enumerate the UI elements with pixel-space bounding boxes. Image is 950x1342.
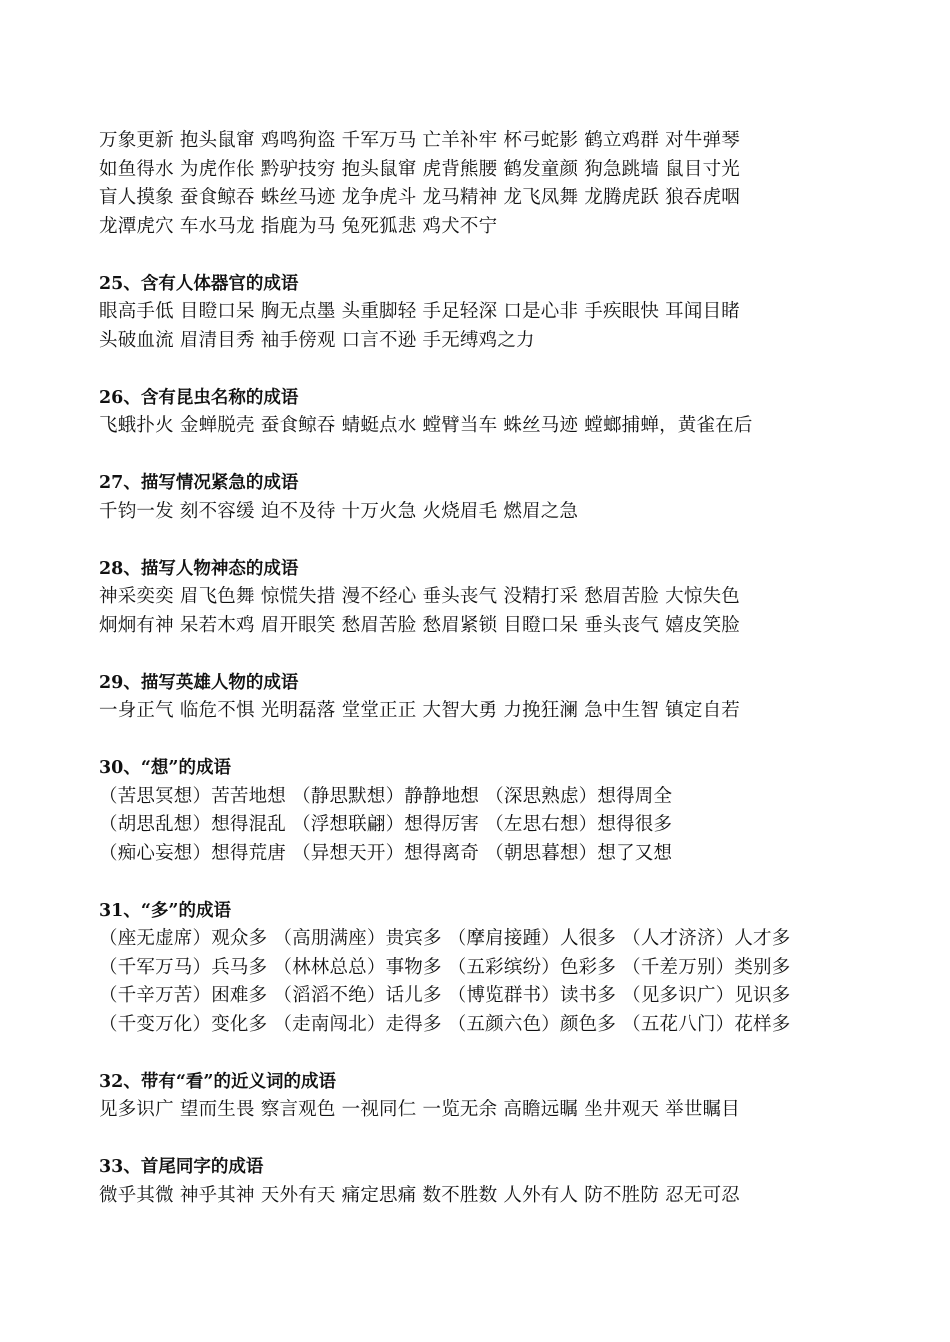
idiom-line: （千变万化）变化多 （走南闯北）走得多 （五颜六色）颜色多 （五花八门）花样多: [99, 1013, 791, 1035]
idiom-line: 千钧一发 刻不容缓 迫不及待 十万火急 火烧眉毛 燃眉之急: [99, 500, 579, 522]
section-title: 25、含有人体器官的成语: [99, 273, 299, 294]
section-30: [99, 754, 859, 868]
idiom-line: 飞蛾扑火 金蝉脱壳 蚕食鲸吞 蜻蜓点水 螳臂当车 蛛丝马迹 螳螂捕蝉，黄雀在后: [99, 415, 753, 436]
section-title: 33、首尾同字的成语: [99, 1157, 264, 1177]
idiom-line: 龙潭虎穴 车水马龙 指鹿为马 兔死狐悲 鸡犬不宁: [99, 215, 498, 237]
section-title: 30、“想”的成语: [99, 758, 231, 778]
idiom-line: 见多识广 望而生畏 察言观色 一视同仁 一览无余 高瞻远瞩 坐井观天 举世瞩目: [99, 1099, 740, 1120]
spacer: [99, 1125, 859, 1154]
intro-block: [99, 127, 859, 241]
idiom-line: （座无虚席）观众多 （高朋满座）贵宾多 （摩肩接踵）人很多 （人才济济）人才多: [99, 928, 791, 949]
idiom-line: 眼高手低 目瞪口呆 胸无点墨 头重脚轻 手足轻深 口是心非 手疾眼快 耳闻目睹: [99, 301, 740, 322]
idiom-line: （胡思乱想）想得混乱 （浮想联翩）想得厉害 （左思右想）想得很多: [99, 814, 673, 835]
idiom-line: 神采奕奕 眉飞色舞 惊慌失措 漫不经心 垂头丧气 没精打采 愁眉苦脸 大惊失色: [99, 586, 740, 607]
idiom-line: （苦思冥想）苦苦地想 （静思默想）静静地想 （深思熟虑）想得周全: [99, 785, 673, 807]
spacer: [99, 526, 859, 555]
section-title: 31、“多”的成语: [99, 900, 231, 921]
section-title: 28、描写人物神态的成语: [99, 558, 299, 579]
spacer: [99, 241, 859, 270]
section-title: 26、含有昆虫名称的成语: [99, 387, 299, 408]
section-25: [99, 270, 859, 356]
section-27: [99, 469, 859, 526]
spacer: [99, 640, 859, 669]
idiom-line: （痴心妄想）想得荒唐 （异想天开）想得离奇 （朝思暮想）想了又想: [99, 842, 673, 864]
section-28: [99, 555, 859, 641]
spacer: [99, 868, 859, 897]
idiom-line: 头破血流 眉清目秀 袖手傍观 口言不逊 手无缚鸡之力: [99, 329, 535, 351]
idiom-line: 一身正气 临危不惧 光明磊落 堂堂正正 大智大勇 力挽狂澜 急中生智 镇定自若: [99, 700, 740, 721]
idiom-line: （千辛万苦）困难多 （滔滔不绝）话儿多 （博览群书）读书多 （见多识广）见识多: [99, 985, 791, 1006]
spacer: [99, 355, 859, 384]
section-title: 29、描写英雄人物的成语: [99, 672, 299, 693]
section-33: [99, 1153, 859, 1210]
idiom-line: 如鱼得水 为虎作伥 黔驴技穷 抱头鼠窜 虎背熊腰 鹤发童颜 狗急跳墙 鼠目寸光: [99, 158, 740, 180]
section-26: [99, 384, 859, 441]
section-31: [99, 897, 859, 1040]
section-32: [99, 1068, 859, 1125]
idiom-line: 万象更新 抱头鼠窜 鸡鸣狗盗 千军万马 亡羊补牢 杯弓蛇影 鹤立鸡群 对牛弹琴: [99, 130, 740, 151]
section-title: 27、描写情况紧急的成语: [99, 473, 299, 493]
idiom-line: 盲人摸象 蚕食鲸吞 蛛丝马迹 龙争虎斗 龙马精神 龙飞凤舞 龙腾虎跃 狼吞虎咽: [99, 187, 740, 208]
spacer: [99, 441, 859, 470]
spacer: [99, 1039, 859, 1068]
section-29: [99, 669, 859, 726]
document-page: [99, 127, 859, 1210]
idiom-line: 微乎其微 神乎其神 天外有天 痛定思痛 数不胜数 人外有人 防不胜防 忍无可忍: [99, 1184, 740, 1206]
spacer: [99, 726, 859, 755]
idiom-line: （千军万马）兵马多 （林林总总）事物多 （五彩缤纷）色彩多 （千差万别）类别多: [99, 956, 791, 978]
idiom-line: 炯炯有神 呆若木鸡 眉开眼笑 愁眉苦脸 愁眉紧锁 目瞪口呆 垂头丧气 嬉皮笑脸: [99, 614, 740, 636]
section-title: 32、带有“看”的近义词的成语: [99, 1071, 336, 1092]
